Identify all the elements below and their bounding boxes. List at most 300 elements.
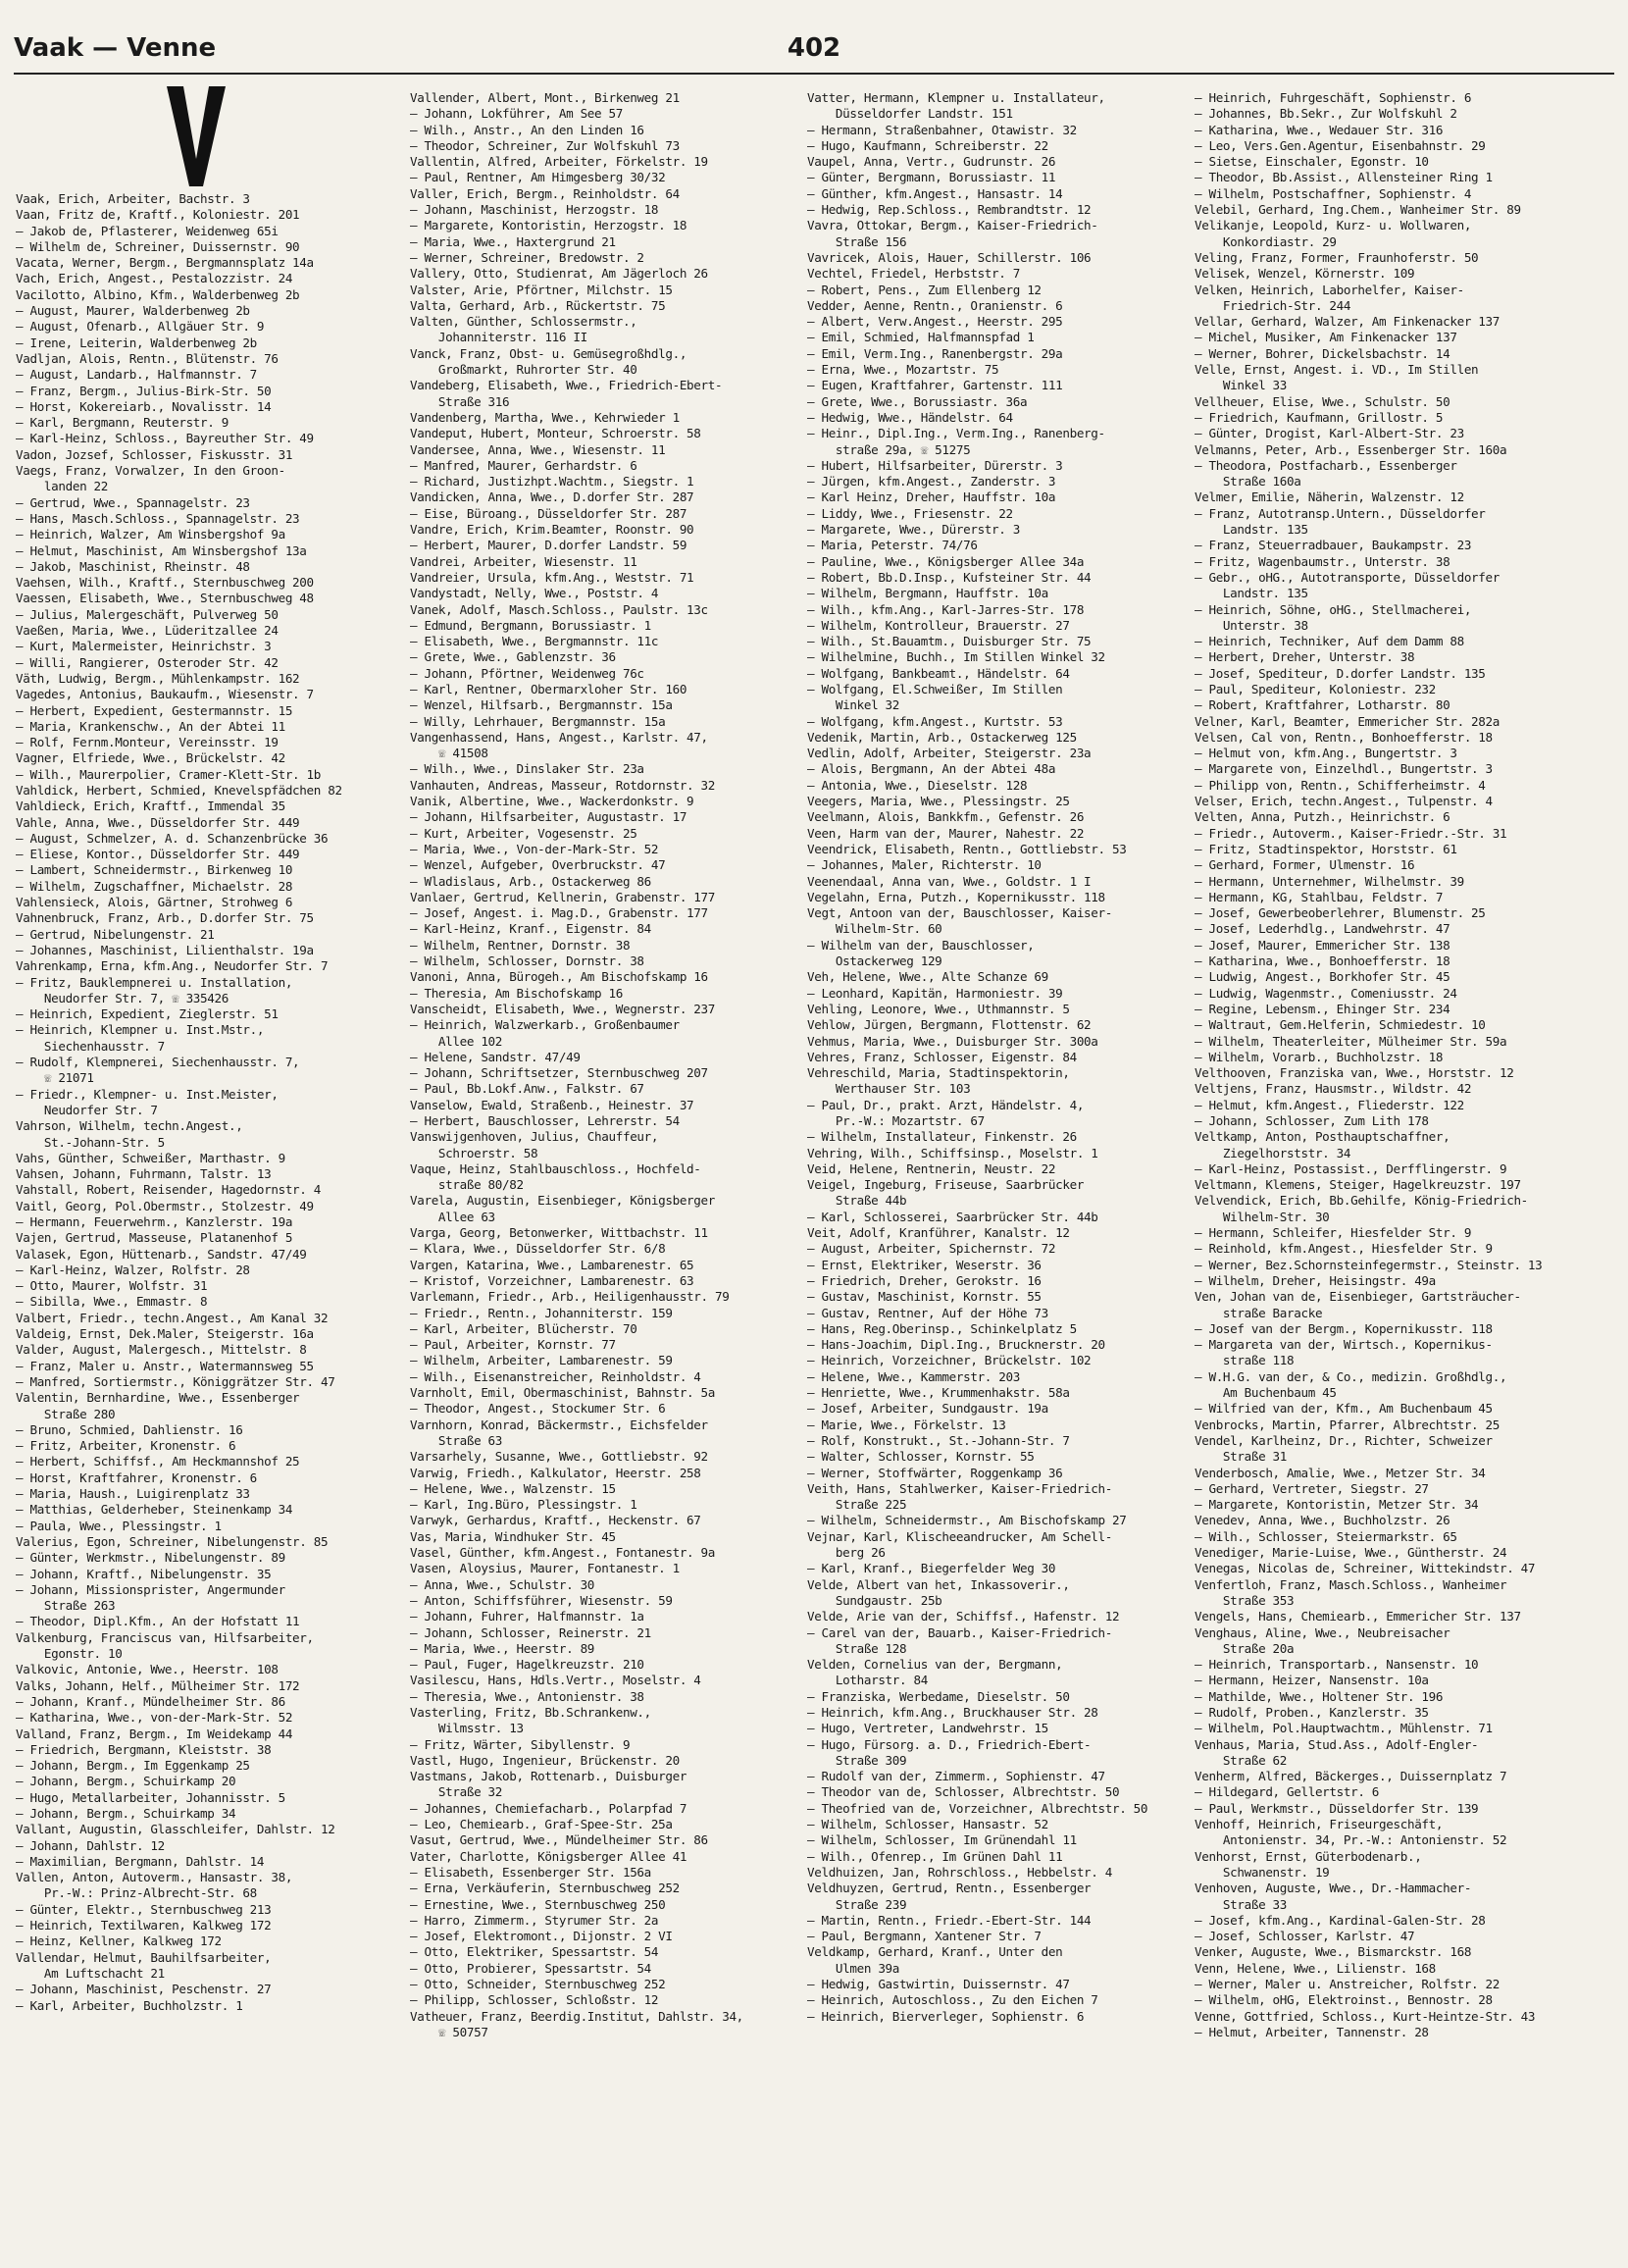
directory-entry: Johanniterstr. 116 II [410, 330, 587, 345]
directory-entry: — Marie, Wwe., Förkelstr. 13 [807, 1417, 1006, 1432]
directory-entry: — Helene, Wwe., Walzenstr. 15 [410, 1480, 616, 1496]
directory-entry: — Erna, Verkäuferin, Sternbuschweg 252 [410, 1881, 680, 1896]
directory-entry: Valta, Gerhard, Arb., Rückertstr. 75 [410, 297, 666, 313]
directory-entry: — Gustav, Rentner, Auf der Höhe 73 [807, 1305, 1048, 1320]
directory-entry: — Wolfgang, Bankbeamt., Händelstr. 64 [807, 665, 1070, 681]
directory-entry: — Theodora, Postfacharb., Essenberger [1195, 457, 1457, 473]
directory-entry: Vach, Erich, Angest., Pestalozzistr. 24 [16, 271, 293, 286]
directory-entry: — Robert, Bb.D.Insp., Kufsteiner Str. 44 [807, 569, 1092, 585]
directory-entry: — Manfred, Maurer, Gerhardstr. 6 [410, 457, 637, 473]
directory-entry: — Johann, Bergm., Schuirkamp 34 [16, 1805, 236, 1821]
directory-entry: Vadljan, Alois, Rentn., Blütenstr. 76 [16, 350, 279, 366]
directory-entry: — Regine, Lebensm., Ehinger Str. 234 [1195, 1001, 1450, 1016]
directory-entry: landen 22 [16, 479, 109, 494]
directory-entry: Vedlin, Adolf, Arbeiter, Steigerstr. 23a [807, 746, 1092, 761]
directory-entry: Velser, Erich, techn.Angest., Tulpenstr. 4 [1195, 794, 1493, 809]
directory-entry: — Maria, Peterstr. 74/76 [807, 538, 978, 553]
directory-entry: — Wilh., Anstr., An den Linden 16 [410, 122, 644, 137]
directory-entry: Vahlensieck, Alois, Gärtner, Strohweg 6 [16, 895, 293, 910]
directory-entry: Vejnar, Karl, Klischeeandrucker, Am Schell- [807, 1528, 1112, 1544]
directory-entry: — Manfred, Sortiermstr., Königgrätzer Str. 47 [16, 1373, 335, 1389]
directory-entry: — Herbert, Expedient, Gestermannstr. 15 [16, 702, 293, 718]
directory-entry: Vahnenbruck, Franz, Arb., D.dorfer Str. 75 [16, 910, 314, 926]
directory-entry: Vastl, Hugo, Ingenieur, Brückenstr. 20 [410, 1752, 680, 1768]
directory-entry: — Ludwig, Wagenmstr., Comeniusstr. 24 [1195, 985, 1457, 1001]
directory-entry: — Paula, Wwe., Plessingstr. 1 [16, 1518, 222, 1533]
directory-entry: Vagner, Elfriede, Wwe., Brückelstr. 42 [16, 750, 285, 766]
directory-entry: — Friedr., Klempner- u. Inst.Meister, [16, 1086, 279, 1102]
section-letter-v [167, 86, 226, 186]
directory-entry: — Wilhelm, Bergmann, Hauffstr. 10a [807, 586, 1048, 601]
directory-entry: — Werner, Bohrer, Dickelsbachstr. 14 [1195, 345, 1450, 361]
directory-entry: Vaan, Fritz de, Kraftf., Koloniestr. 201 [16, 207, 300, 223]
directory-entry: — Johannes, Bb.Sekr., Zur Wolfskuhl 2 [1195, 106, 1457, 122]
directory-entry: Landstr. 135 [1195, 586, 1308, 601]
directory-entry: — Robert, Kraftfahrer, Lotharstr. 80 [1195, 697, 1450, 713]
directory-entry: Straße 44b [807, 1193, 907, 1209]
directory-entry: — Wilhelm de, Schreiner, Duissernstr. 90 [16, 238, 300, 254]
directory-entry: Vater, Charlotte, Königsberger Allee 41 [410, 1848, 687, 1864]
directory-entry: — Helmut, Maschinist, Am Winsbergshof 13a [16, 542, 307, 558]
directory-entry: — Liddy, Wwe., Friesenstr. 22 [807, 505, 1013, 521]
directory-entry: — Herbert, Schiffsf., Am Heckmannshof 25 [16, 1454, 300, 1469]
directory-entry: — August, Arbeiter, Spichernstr. 72 [807, 1241, 1056, 1257]
directory-entry: — Hubert, Hilfsarbeiter, Dürerstr. 3 [807, 457, 1063, 473]
directory-entry: Venbrocks, Martin, Pfarrer, Albrechtstr. 25 [1195, 1417, 1500, 1432]
directory-entry: Veit, Adolf, Kranführer, Kanalstr. 12 [807, 1225, 1070, 1241]
directory-entry: — Wladislaus, Arb., Ostackerweg 86 [410, 873, 651, 889]
directory-entry: Vahstall, Robert, Reisender, Hagedornstr. 4 [16, 1182, 321, 1198]
directory-entry: — Anna, Wwe., Schulstr. 30 [410, 1576, 595, 1592]
directory-entry: — Wilh., St.Bauamtm., Duisburger Str. 75 [807, 634, 1092, 649]
directory-entry: Vengels, Hans, Chemiearb., Emmericher Str. 137 [1195, 1609, 1521, 1624]
directory-entry: — Josef van der Bergm., Kopernikusstr. 118 [1195, 1320, 1493, 1336]
directory-entry: — Günter, Werkmstr., Nibelungenstr. 89 [16, 1550, 285, 1566]
directory-entry: Vahrenkamp, Erna, kfm.Ang., Neudorfer Str. 7 [16, 958, 329, 974]
directory-entry: — Wilh., Wwe., Dinslaker Str. 23a [410, 761, 644, 777]
directory-entry: Straße 263 [16, 1598, 116, 1614]
directory-entry: — Wilhelm, Kontrolleur, Brauerstr. 27 [807, 617, 1070, 633]
directory-entry: — Theodor, Schreiner, Zur Wolfskuhl 73 [410, 137, 680, 153]
directory-entry: Veelmann, Alois, Bankkfm., Gefenstr. 26 [807, 809, 1085, 825]
directory-entry: Großmarkt, Ruhrorter Str. 40 [410, 362, 637, 378]
directory-entry: Valerius, Egon, Schreiner, Nibelungenstr. 85 [16, 1533, 329, 1549]
directory-entry: Vasilescu, Hans, Hdls.Vertr., Moselstr. 4 [410, 1673, 701, 1688]
directory-entry: — Wilhelm, Schlosser, Hansastr. 52 [807, 1817, 1048, 1832]
directory-entry: — Friedr., Rentn., Johanniterstr. 159 [410, 1305, 673, 1320]
directory-entry: Vegelahn, Erna, Putzh., Kopernikusstr. 118 [807, 889, 1105, 904]
directory-column-2 [410, 90, 797, 2040]
directory-entry: — Paul, Fuger, Hagelkreuzstr. 210 [410, 1657, 644, 1673]
directory-entry: Vacata, Werner, Bergm., Bergmannsplatz 14a [16, 255, 314, 271]
directory-entry: straße 80/82 [410, 1177, 524, 1193]
directory-entry: Straße 20a [1195, 1640, 1295, 1656]
directory-entry: straße 29a, ☏ 51275 [807, 441, 971, 457]
directory-entry: — Hedwig, Rep.Schloss., Rembrandtstr. 12 [807, 202, 1092, 218]
directory-entry: Straße 128 [807, 1640, 907, 1656]
directory-entry: — Edmund, Bergmann, Borussiastr. 1 [410, 617, 651, 633]
directory-entry: — Rudolf, Proben., Kanzlerstr. 35 [1195, 1704, 1429, 1720]
directory-entry: — Hermann, Unternehmer, Wilhelmstr. 39 [1195, 873, 1464, 889]
directory-entry: Ostackerweg 129 [807, 954, 942, 969]
directory-entry: — Wilhelm, Zugschaffner, Michaelstr. 28 [16, 878, 293, 894]
directory-entry: — Karl Heinz, Dreher, Hauffstr. 10a [807, 490, 1056, 505]
directory-entry: — Paul, Dr., prakt. Arzt, Händelstr. 4, [807, 1097, 1085, 1112]
directory-entry: — Friedr., Autoverm., Kaiser-Friedr.-Str. 31 [1195, 825, 1507, 841]
directory-entry: Werthauser Str. 103 [807, 1081, 971, 1097]
directory-entry: Venegas, Nicolas de, Schreiner, Wittekindstr. 47 [1195, 1561, 1536, 1576]
directory-entry: Veltkamp, Anton, Posthauptschaffner, [1195, 1129, 1450, 1145]
directory-entry: — Johann, Bergm., Im Eggenkamp 25 [16, 1758, 250, 1774]
directory-entry: — Jürgen, kfm.Angest., Zanderstr. 3 [807, 474, 1056, 490]
directory-entry: Velisek, Wenzel, Körnerstr. 109 [1195, 266, 1415, 282]
directory-entry: — Eugen, Kraftfahrer, Gartenstr. 111 [807, 378, 1063, 393]
directory-entry: Vahldieck, Erich, Kraftf., Immendal 35 [16, 799, 285, 814]
directory-entry: Vacilotto, Albino, Kfm., Walderbenweg 2b [16, 286, 300, 302]
directory-entry: — Otto, Elektriker, Spessartstr. 54 [410, 1944, 659, 1960]
directory-entry: St.-Johann-Str. 5 [16, 1134, 165, 1150]
directory-entry: — Michel, Musiker, Am Finkenacker 137 [1195, 330, 1457, 345]
directory-entry: — Wilhelm, Vorarb., Buchholzstr. 18 [1195, 1049, 1444, 1064]
directory-entry: — Karl, Arbeiter, Blücherstr. 70 [410, 1320, 637, 1336]
directory-entry: — Katharina, Wwe., Wedauer Str. 316 [1195, 122, 1444, 137]
directory-entry: Vanlaer, Gertrud, Kellnerin, Grabenstr. 177 [410, 889, 715, 904]
directory-entry: Venderbosch, Amalie, Wwe., Metzer Str. 34 [1195, 1465, 1486, 1480]
directory-entry: Schroerstr. 58 [410, 1145, 538, 1160]
directory-entry: — Wilhelm, oHG, Elektroinst., Bennostr. 28 [1195, 1992, 1493, 2008]
directory-entry: — Karl, Kranf., Biegerfelder Weg 30 [807, 1561, 1056, 1576]
directory-entry: — Johann, Bergm., Schuirkamp 20 [16, 1774, 236, 1789]
directory-entry: — Theodor, Dipl.Kfm., An der Hofstatt 11 [16, 1614, 300, 1629]
directory-entry: — Willi, Rangierer, Osteroder Str. 42 [16, 654, 279, 670]
directory-entry: — Philipp von, Rentn., Schifferheimstr. 4 [1195, 777, 1486, 793]
directory-entry: Vedenik, Martin, Arb., Ostackerweg 125 [807, 729, 1077, 745]
directory-entry: Vanik, Albertine, Wwe., Wackerdonkstr. 9 [410, 794, 694, 809]
directory-entry: Valkenburg, Franciscus van, Hilfsarbeiter, [16, 1629, 314, 1645]
directory-entry: Veltmann, Klemens, Steiger, Hagelkreuzstr. 197 [1195, 1177, 1521, 1193]
directory-entry: — Pauline, Wwe., Königsberger Allee 34a [807, 553, 1085, 569]
page-number: 402 [787, 33, 841, 63]
directory-entry: — Wenzel, Aufgeber, Overbruckstr. 47 [410, 857, 666, 873]
directory-entry: — Werner, Maler u. Anstreicher, Rolfstr. 22 [1195, 1977, 1500, 1992]
directory-entry: — Rolf, Fernm.Monteur, Vereinsstr. 19 [16, 735, 279, 750]
directory-entry: — Werner, Schreiner, Bredowstr. 2 [410, 249, 644, 265]
directory-entry: Straße 62 [1195, 1752, 1288, 1768]
directory-entry: Vargen, Katarina, Wwe., Lambarenestr. 65 [410, 1257, 694, 1272]
directory-entry: — Heinrich, Autoschloss., Zu den Eichen 7 [807, 1992, 1098, 2008]
directory-entry: Vagedes, Antonius, Baukaufm., Wiesenstr. 7 [16, 687, 314, 702]
directory-entry: — Klara, Wwe., Düsseldorfer Str. 6/8 [410, 1241, 666, 1257]
directory-entry: Straße 33 [1195, 1896, 1288, 1912]
directory-entry: — Wilhelm, Theaterleiter, Mülheimer Str. 59a [1195, 1033, 1507, 1049]
directory-entry: — Johann, Dahlstr. 12 [16, 1837, 165, 1853]
directory-entry: — Emil, Verm.Ing., Ranenbergstr. 29a [807, 345, 1063, 361]
directory-entry: — Erna, Wwe., Mozartstr. 75 [807, 362, 999, 378]
directory-entry: Straße 32 [410, 1784, 503, 1800]
directory-entry: Wilhelm-Str. 30 [1195, 1209, 1330, 1224]
directory-entry: — Walter, Schlosser, Kornstr. 55 [807, 1449, 1035, 1465]
directory-entry: ☏ 50757 [410, 2024, 488, 2039]
directory-entry: — Karl-Heinz, Postassist., Derfflingerstr. 9 [1195, 1160, 1507, 1176]
directory-entry: — Paul, Bergmann, Xantener Str. 7 [807, 1929, 1042, 1944]
directory-entry: Vaak, Erich, Arbeiter, Bachstr. 3 [16, 191, 250, 206]
directory-entry: — Rolf, Konstrukt., St.-Johann-Str. 7 [807, 1432, 1070, 1448]
directory-entry: Venhoff, Heinrich, Friseurgeschäft, [1195, 1817, 1444, 1832]
directory-entry: Velde, Albert van het, Inkassoverir., [807, 1576, 1070, 1592]
directory-entry: Veith, Hans, Stahlwerker, Kaiser-Friedrich- [807, 1480, 1112, 1496]
directory-entry: — Jakob, Maschinist, Rheinstr. 48 [16, 558, 250, 574]
directory-entry: Veldhuizen, Jan, Rohrschloss., Hebbelstr. 4 [807, 1864, 1112, 1880]
directory-entry: Vaegs, Franz, Vorwalzer, In den Groon- [16, 463, 285, 479]
directory-entry: — Wilhelm, Dreher, Heisingstr. 49a [1195, 1272, 1436, 1288]
directory-entry: — Horst, Kraftfahrer, Kronenstr. 6 [16, 1469, 257, 1485]
directory-entry: — Karl-Heinz, Walzer, Rolfstr. 28 [16, 1262, 250, 1277]
directory-entry: Veenendaal, Anna van, Wwe., Goldstr. 1 I [807, 873, 1092, 889]
directory-entry: Venghaus, Aline, Wwe., Neubreisacher [1195, 1624, 1450, 1640]
directory-entry: Venne, Gottfried, Schloss., Kurt-Heintze-Str. 43 [1195, 2008, 1536, 2024]
directory-entry: — Anton, Schiffsführer, Wiesenstr. 59 [410, 1592, 673, 1608]
directory-entry: — Gebr., oHG., Autotransporte, Düsseldorfer [1195, 569, 1500, 585]
directory-entry: — Heinrich, kfm.Ang., Bruckhauser Str. 28 [807, 1704, 1098, 1720]
directory-column-3 [807, 90, 1195, 2025]
directory-entry: — Hugo, Vertreter, Landwehrstr. 15 [807, 1721, 1048, 1736]
directory-entry: Vallentin, Alfred, Arbeiter, Förkelstr. 19 [410, 154, 708, 170]
directory-entry: Vanhauten, Andreas, Masseur, Rotdornstr. 32 [410, 777, 715, 793]
directory-entry: — Otto, Maurer, Wolfstr. 31 [16, 1278, 208, 1294]
directory-entry: — Wilhelm van der, Bauschlosser, [807, 937, 1035, 953]
directory-entry: — Theresia, Wwe., Antonienstr. 38 [410, 1688, 644, 1704]
directory-entry: Vahle, Anna, Wwe., Düsseldorfer Str. 449 [16, 814, 300, 830]
directory-entry: — Heinrich, Techniker, Auf dem Damm 88 [1195, 634, 1464, 649]
directory-entry: Velle, Ernst, Angest. i. VD., Im Stillen [1195, 362, 1479, 378]
directory-entry: — Margarete, Kontoristin, Metzer Str. 34 [1195, 1497, 1479, 1513]
directory-entry: Varwyk, Gerhardus, Kraftf., Heckenstr. 67 [410, 1513, 701, 1528]
directory-entry: — Friedrich, Bergmann, Kleiststr. 38 [16, 1741, 272, 1757]
directory-entry: Vehmus, Maria, Wwe., Duisburger Str. 300a [807, 1033, 1098, 1049]
directory-entry: — Johann, Schlosser, Reinerstr. 21 [410, 1624, 651, 1640]
directory-entry: — Herbert, Bauschlosser, Lehrerstr. 54 [410, 1113, 680, 1128]
directory-entry: Venherm, Alfred, Bäckerges., Duissernplatz 7 [1195, 1769, 1507, 1784]
directory-entry: — Hugo, Fürsorg. a. D., Friedrich-Ebert- [807, 1736, 1092, 1752]
directory-entry: — Franz, Bergm., Julius-Birk-Str. 50 [16, 383, 272, 398]
directory-entry: Vandersee, Anna, Wwe., Wiesenstr. 11 [410, 441, 666, 457]
directory-entry: — Alois, Bergmann, An der Abtei 48a [807, 761, 1056, 777]
directory-entry: — Hedwig, Wwe., Händelstr. 64 [807, 409, 1013, 425]
directory-entry: — Karl, Rentner, Obermarxloher Str. 160 [410, 681, 687, 696]
directory-entry: — Grete, Wwe., Borussiastr. 36a [807, 393, 1028, 409]
directory-entry: Velebil, Gerhard, Ing.Chem., Wanheimer Str. 89 [1195, 202, 1521, 218]
directory-entry: Vavricek, Alois, Hauer, Schillerstr. 106 [807, 249, 1092, 265]
directory-entry: — Heinrich, Transportarb., Nansenstr. 10 [1195, 1657, 1479, 1673]
directory-entry: — Hugo, Kaufmann, Schreiberstr. 22 [807, 137, 1048, 153]
directory-entry: Vallery, Otto, Studienrat, Am Jägerloch 26 [410, 266, 708, 282]
directory-entry: Veid, Helene, Rentnerin, Neustr. 22 [807, 1160, 1056, 1176]
directory-entry: Konkordiastr. 29 [1195, 233, 1337, 249]
directory-entry: — Josef, Angest. i. Mag.D., Grabenstr. 177 [410, 905, 708, 921]
directory-entry: Vasel, Günther, kfm.Angest., Fontanestr. 9a [410, 1545, 715, 1561]
directory-entry: Veegers, Maria, Wwe., Plessingstr. 25 [807, 794, 1070, 809]
directory-entry: — Willy, Lehrhauer, Bergmannstr. 15a [410, 713, 666, 729]
directory-entry: Vanswijgenhoven, Julius, Chauffeur, [410, 1129, 659, 1145]
directory-entry: Velner, Karl, Beamter, Emmericher Str. 282a [1195, 713, 1500, 729]
directory-entry: Vendel, Karlheinz, Dr., Richter, Schweizer [1195, 1432, 1493, 1448]
directory-entry: Am Buchenbaum 45 [1195, 1385, 1337, 1401]
directory-entry: Valder, August, Malergesch., Mittelstr. 8 [16, 1342, 307, 1358]
directory-entry: Straße 160a [1195, 474, 1301, 490]
directory-entry: — August, Maurer, Walderbenweg 2b [16, 303, 250, 319]
directory-entry: Vavra, Ottokar, Bergm., Kaiser-Friedrich- [807, 218, 1098, 233]
directory-entry: Siechenhausstr. 7 [16, 1038, 165, 1054]
directory-entry: — Helmut, kfm.Angest., Fliederstr. 122 [1195, 1097, 1464, 1112]
directory-entry: Venhorst, Ernst, Güterbodenarb., [1195, 1848, 1422, 1864]
directory-entry: Valdeig, Ernst, Dek.Maler, Steigerstr. 16a [16, 1326, 314, 1342]
directory-entry: — Martin, Rentn., Friedr.-Ebert-Str. 144 [807, 1912, 1092, 1928]
directory-entry: — Gertrud, Wwe., Spannagelstr. 23 [16, 494, 250, 510]
directory-entry: — Helmut, Arbeiter, Tannenstr. 28 [1195, 2024, 1429, 2039]
directory-entry: ☏ 21071 [16, 1070, 94, 1086]
directory-entry: Ulmen 39a [807, 1960, 900, 1976]
directory-entry: Wilhelm-Str. 60 [807, 921, 942, 937]
directory-entry: — Johann, Schlosser, Zum Lith 178 [1195, 1113, 1429, 1128]
directory-entry: — Matthias, Gelderheber, Steinenkamp 34 [16, 1502, 293, 1518]
directory-entry: Vedder, Aenne, Rentn., Oranienstr. 6 [807, 297, 1063, 313]
directory-entry: — Wilh., Ofenrep., Im Grünen Dahl 11 [807, 1848, 1063, 1864]
directory-entry: Veling, Franz, Former, Fraunhoferstr. 50 [1195, 249, 1479, 265]
directory-entry: — Wilhelm, Schneidermstr., Am Bischofskamp 27 [807, 1513, 1127, 1528]
directory-entry: — Hermann, KG, Stahlbau, Feldstr. 7 [1195, 889, 1444, 904]
directory-entry: Straße 280 [16, 1406, 116, 1421]
directory-entry: — Margarete von, Einzelhdl., Bungertstr. 3 [1195, 761, 1493, 777]
directory-entry: Venediger, Marie-Luise, Wwe., Güntherstr. 24 [1195, 1545, 1507, 1561]
directory-entry: Velde, Arie van der, Schiffsf., Hafenstr. 12 [807, 1609, 1120, 1624]
directory-entry: — Maria, Wwe., Von-der-Mark-Str. 52 [410, 841, 659, 856]
directory-entry: Vegt, Antoon van der, Bauschlosser, Kaiser- [807, 905, 1112, 921]
directory-entry: — Elisabeth, Wwe., Bergmannstr. 11c [410, 634, 659, 649]
directory-entry: — Günter, Drogist, Karl-Albert-Str. 23 [1195, 426, 1464, 441]
directory-entry: Straße 63 [410, 1432, 503, 1448]
page-header [14, 27, 1614, 75]
directory-entry: Vehlow, Jürgen, Bergmann, Flottenstr. 62 [807, 1017, 1092, 1033]
directory-entry: Velten, Anna, Putzh., Heinrichstr. 6 [1195, 809, 1450, 825]
directory-entry: — Margareta van der, Wirtsch., Kopernikus- [1195, 1337, 1493, 1353]
directory-entry: — Paul, Spediteur, Koloniestr. 232 [1195, 681, 1436, 696]
directory-entry: Vadon, Jozsef, Schlosser, Fiskusstr. 31 [16, 446, 293, 462]
directory-entry: Straße 156 [807, 233, 907, 249]
directory-entry: — Carel van der, Bauarb., Kaiser-Friedrich- [807, 1624, 1112, 1640]
directory-entry: Straße 31 [1195, 1449, 1288, 1465]
directory-entry: — Fritz, Wärter, Sibyllenstr. 9 [410, 1736, 631, 1752]
directory-entry: Valbert, Friedr., techn.Angest., Am Kanal 32 [16, 1310, 329, 1325]
directory-entry: Vanck, Franz, Obst- u. Gemüsegroßhdlg., [410, 345, 687, 361]
directory-entry: berg 26 [807, 1545, 886, 1561]
directory-entry: Vehling, Leonore, Wwe., Uthmannstr. 5 [807, 1001, 1070, 1016]
directory-entry: Vandreier, Ursula, kfm.Ang., Weststr. 71 [410, 569, 694, 585]
directory-entry: — Theresia, Am Bischofskamp 16 [410, 985, 623, 1001]
directory-entry: Vatter, Hermann, Klempner u. Installateur, [807, 90, 1105, 105]
directory-entry: — Johann, Pförtner, Weidenweg 76c [410, 665, 644, 681]
directory-entry: — Werner, Stoffwärter, Roggenkamp 36 [807, 1465, 1063, 1480]
directory-entry: — Johann, Lokführer, Am See 57 [410, 106, 623, 122]
directory-entry: — W.H.G. van der, & Co., medizin. Großhdlg., [1195, 1368, 1507, 1384]
directory-entry: — Johannes, Maler, Richterstr. 10 [807, 857, 1042, 873]
directory-entry: Vandystadt, Nelly, Wwe., Poststr. 4 [410, 586, 659, 601]
directory-entry: Am Luftschacht 21 [16, 1965, 165, 1981]
directory-entry: — Josef, Schlosser, Karlstr. 47 [1195, 1929, 1415, 1944]
directory-entry: Friedrich-Str. 244 [1195, 297, 1351, 313]
directory-entry: Veh, Helene, Wwe., Alte Schanze 69 [807, 969, 1048, 985]
directory-entry: Valten, Günther, Schlossermstr., [410, 314, 637, 330]
directory-entry: — Heinrich, Textilwaren, Kalkweg 172 [16, 1918, 272, 1933]
directory-entry: — Hugo, Metallarbeiter, Johannisstr. 5 [16, 1789, 285, 1805]
directory-entry: — Josef, Spediteur, D.dorfer Landstr. 135 [1195, 665, 1486, 681]
directory-entry: Venedev, Anna, Wwe., Buchholzstr. 26 [1195, 1513, 1450, 1528]
directory-entry: Vandeberg, Elisabeth, Wwe., Friedrich-Ebert- [410, 378, 723, 393]
directory-entry: Vaeßen, Maria, Wwe., Lüderitzallee 24 [16, 623, 279, 639]
directory-entry: — Hermann, Straßenbahner, Otawistr. 32 [807, 122, 1077, 137]
directory-entry: — Albert, Verw.Angest., Heerstr. 295 [807, 314, 1063, 330]
directory-entry: — Paul, Arbeiter, Kornstr. 77 [410, 1337, 616, 1353]
directory-entry: — Katharina, Wwe., Bonhoefferstr. 18 [1195, 954, 1450, 969]
directory-entry: — Karl, Schlosserei, Saarbrücker Str. 44b [807, 1209, 1098, 1224]
directory-entry: — Richard, Justizhpt.Wachtm., Siegstr. 1 [410, 474, 694, 490]
directory-entry: Vanek, Adolf, Masch.Schloss., Paulstr. 13c [410, 601, 708, 617]
directory-entry: — August, Ofenarb., Allgäuer Str. 9 [16, 319, 265, 335]
directory-entry: Venn, Helene, Wwe., Lilienstr. 168 [1195, 1960, 1436, 1976]
directory-entry: — Wilhelmine, Buchh., Im Stillen Winkel 32 [807, 649, 1105, 665]
directory-entry: — Günter, Elektr., Sternbuschweg 213 [16, 1901, 272, 1917]
directory-entry: Straße 225 [807, 1497, 907, 1513]
directory-entry: — Josef, Lederhdlg., Landwehrstr. 47 [1195, 921, 1450, 937]
directory-entry: — Julius, Malergeschäft, Pulverweg 50 [16, 606, 279, 622]
directory-entry: Varlemann, Friedr., Arb., Heiligenhausstr. 79 [410, 1289, 730, 1305]
directory-entry: Vandre, Erich, Krim.Beamter, Roonstr. 90 [410, 522, 694, 538]
directory-entry: — Leo, Chemiearb., Graf-Spee-Str. 25a [410, 1817, 673, 1832]
directory-entry: — Friedrich, Kaufmann, Grillostr. 5 [1195, 409, 1444, 425]
directory-entry: — Irene, Leiterin, Walderbenweg 2b [16, 335, 257, 350]
directory-entry: — Günther, kfm.Angest., Hansastr. 14 [807, 185, 1063, 201]
directory-entry: Venker, Auguste, Wwe., Bismarckstr. 168 [1195, 1944, 1472, 1960]
directory-entry: — Leonhard, Kapitän, Harmoniestr. 39 [807, 985, 1063, 1001]
directory-entry: Väth, Ludwig, Bergm., Mühlenkampstr. 162 [16, 670, 300, 686]
directory-entry: — Josef, Maurer, Emmericher Str. 138 [1195, 937, 1450, 953]
directory-entry: — Johann, Hilfsarbeiter, Augustastr. 17 [410, 809, 687, 825]
directory-entry: — Karl-Heinz, Kranf., Eigenstr. 84 [410, 921, 651, 937]
directory-entry: — Margarete, Wwe., Dürerstr. 3 [807, 522, 1020, 538]
directory-entry: Valler, Erich, Bergm., Reinholdstr. 64 [410, 185, 680, 201]
directory-entry: Vallant, Augustin, Glasschleifer, Dahlstr. 12 [16, 1822, 335, 1837]
directory-entry: — Johann, Maschinist, Peschenstr. 27 [16, 1982, 272, 1997]
directory-entry: — Grete, Wwe., Gablenzstr. 36 [410, 649, 616, 665]
directory-entry: — Franz, Steuerradbauer, Baukampstr. 23 [1195, 538, 1472, 553]
directory-entry: Vehres, Franz, Schlosser, Eigenstr. 84 [807, 1049, 1077, 1064]
directory-entry: — Wilhelm, Installateur, Finkenstr. 26 [807, 1129, 1077, 1145]
directory-entry: — Otto, Probierer, Spessartstr. 54 [410, 1960, 651, 1976]
directory-entry: — Helene, Sandstr. 47/49 [410, 1049, 581, 1064]
directory-entry: — Josef, Elektromont., Dijonstr. 2 VI [410, 1929, 673, 1944]
directory-entry: — Mathilde, Wwe., Holtener Str. 196 [1195, 1688, 1444, 1704]
directory-entry: — Heinr., Dipl.Ing., Verm.Ing., Ranenberg- [807, 426, 1105, 441]
directory-column-1 [16, 191, 403, 2014]
directory-entry: — Ernst, Elektriker, Weserstr. 36 [807, 1257, 1042, 1272]
directory-entry: Vallender, Albert, Mont., Birkenweg 21 [410, 90, 680, 105]
directory-entry: — Gustav, Maschinist, Kornstr. 55 [807, 1289, 1042, 1305]
directory-entry: — Heinz, Kellner, Kalkweg 172 [16, 1933, 222, 1949]
directory-entry: — Wolfgang, El.Schweißer, Im Stillen [807, 681, 1063, 696]
directory-entry: — Sietse, Einschaler, Egonstr. 10 [1195, 154, 1429, 170]
directory-entry: Velikanje, Leopold, Kurz- u. Wollwaren, [1195, 218, 1472, 233]
directory-entry: — Wilh., Eisenanstreicher, Reinholdstr. 4 [410, 1368, 701, 1384]
directory-entry: — Wilhelm, Arbeiter, Lambarenestr. 59 [410, 1353, 673, 1368]
